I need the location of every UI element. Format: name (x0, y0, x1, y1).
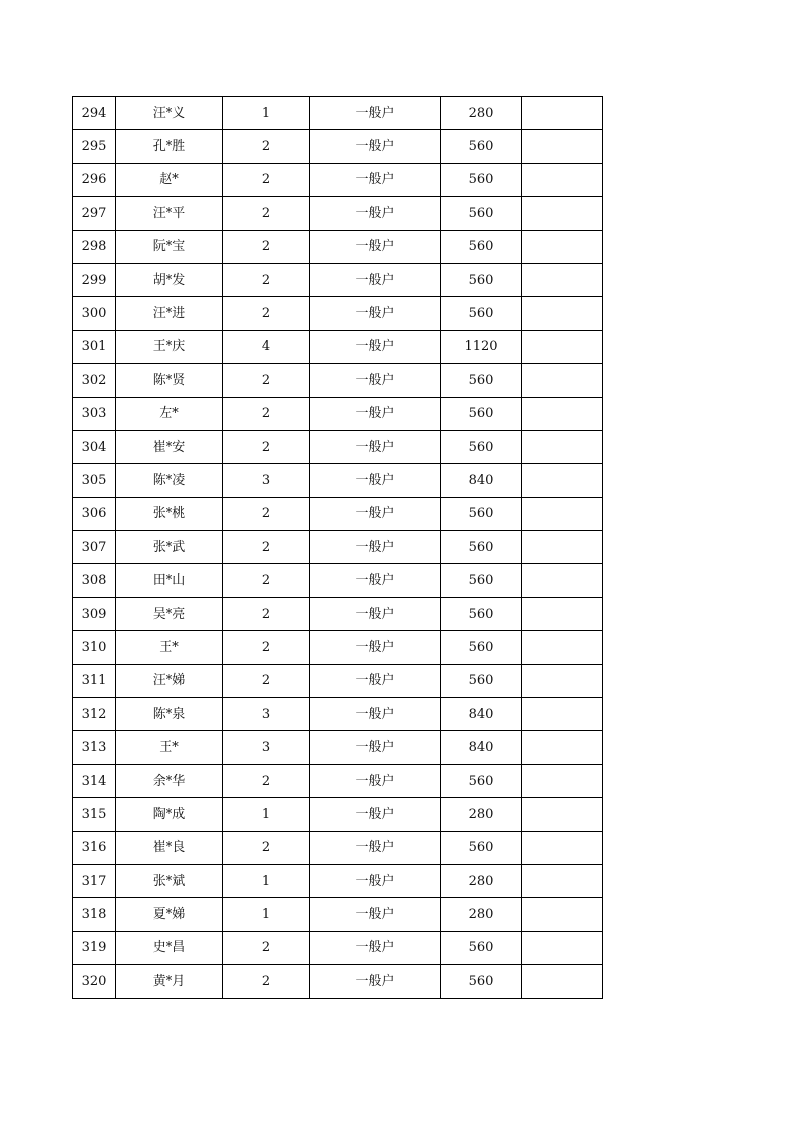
member-count-cell: 2 (223, 764, 310, 797)
member-count-cell: 1 (223, 864, 310, 897)
row-number-cell: 306 (73, 497, 116, 530)
roster-table (72, 96, 603, 999)
amount-cell: 560 (441, 263, 522, 296)
note-cell (522, 965, 603, 998)
amount-cell: 560 (441, 764, 522, 797)
member-count-cell: 2 (223, 597, 310, 630)
name-cell: 阮*宝 (116, 230, 223, 263)
name-cell: 孔*胜 (116, 130, 223, 163)
amount-cell: 280 (441, 798, 522, 831)
name-cell: 陈*贤 (116, 364, 223, 397)
amount-cell: 280 (441, 97, 522, 130)
name-cell: 赵* (116, 163, 223, 196)
member-count-cell: 2 (223, 497, 310, 530)
table-row (73, 330, 603, 363)
note-cell (522, 364, 603, 397)
table-row (73, 864, 603, 897)
roster-body (73, 97, 603, 999)
note-cell (522, 698, 603, 731)
household-type-cell: 一般户 (310, 731, 441, 764)
member-count-cell: 2 (223, 931, 310, 964)
name-cell: 余*华 (116, 764, 223, 797)
note-cell (522, 430, 603, 463)
household-type-cell: 一般户 (310, 631, 441, 664)
table-row (73, 531, 603, 564)
name-cell: 王* (116, 731, 223, 764)
name-cell: 汪*义 (116, 97, 223, 130)
note-cell (522, 230, 603, 263)
table-row (73, 430, 603, 463)
household-type-cell: 一般户 (310, 597, 441, 630)
row-number-cell: 298 (73, 230, 116, 263)
household-type-cell: 一般户 (310, 798, 441, 831)
table-row (73, 564, 603, 597)
note-cell (522, 163, 603, 196)
household-type-cell: 一般户 (310, 230, 441, 263)
member-count-cell: 3 (223, 464, 310, 497)
amount-cell: 560 (441, 531, 522, 564)
amount-cell: 560 (441, 397, 522, 430)
name-cell: 夏*娣 (116, 898, 223, 931)
amount-cell: 560 (441, 931, 522, 964)
row-number-cell: 305 (73, 464, 116, 497)
household-type-cell: 一般户 (310, 864, 441, 897)
note-cell (522, 864, 603, 897)
member-count-cell: 3 (223, 731, 310, 764)
row-number-cell: 302 (73, 364, 116, 397)
household-type-cell: 一般户 (310, 430, 441, 463)
name-cell: 张*桃 (116, 497, 223, 530)
name-cell: 崔*安 (116, 430, 223, 463)
name-cell: 陶*成 (116, 798, 223, 831)
note-cell (522, 330, 603, 363)
row-number-cell: 300 (73, 297, 116, 330)
table-row (73, 631, 603, 664)
member-count-cell: 1 (223, 898, 310, 931)
row-number-cell: 303 (73, 397, 116, 430)
note-cell (522, 764, 603, 797)
row-number-cell: 317 (73, 864, 116, 897)
household-type-cell: 一般户 (310, 497, 441, 530)
row-number-cell: 299 (73, 263, 116, 296)
note-cell (522, 597, 603, 630)
table-row (73, 698, 603, 731)
note-cell (522, 297, 603, 330)
note-cell (522, 564, 603, 597)
name-cell: 左* (116, 397, 223, 430)
table-row (73, 364, 603, 397)
note-cell (522, 197, 603, 230)
row-number-cell: 313 (73, 731, 116, 764)
member-count-cell: 2 (223, 397, 310, 430)
member-count-cell: 2 (223, 263, 310, 296)
member-count-cell: 1 (223, 798, 310, 831)
table-row (73, 464, 603, 497)
amount-cell: 560 (441, 497, 522, 530)
row-number-cell: 318 (73, 898, 116, 931)
name-cell: 史*昌 (116, 931, 223, 964)
name-cell: 王*庆 (116, 330, 223, 363)
amount-cell: 560 (441, 364, 522, 397)
member-count-cell: 2 (223, 831, 310, 864)
amount-cell: 560 (441, 965, 522, 998)
note-cell (522, 397, 603, 430)
table-row (73, 731, 603, 764)
name-cell: 张*武 (116, 531, 223, 564)
amount-cell: 560 (441, 564, 522, 597)
name-cell: 崔*良 (116, 831, 223, 864)
amount-cell: 560 (441, 664, 522, 697)
table-row (73, 230, 603, 263)
row-number-cell: 304 (73, 430, 116, 463)
household-type-cell: 一般户 (310, 764, 441, 797)
row-number-cell: 315 (73, 798, 116, 831)
amount-cell: 560 (441, 430, 522, 463)
amount-cell: 560 (441, 597, 522, 630)
member-count-cell: 2 (223, 163, 310, 196)
member-count-cell: 2 (223, 364, 310, 397)
note-cell (522, 531, 603, 564)
name-cell: 汪*进 (116, 297, 223, 330)
household-type-cell: 一般户 (310, 664, 441, 697)
amount-cell: 840 (441, 464, 522, 497)
note-cell (522, 731, 603, 764)
amount-cell: 560 (441, 130, 522, 163)
household-type-cell: 一般户 (310, 263, 441, 296)
member-count-cell: 2 (223, 664, 310, 697)
household-type-cell: 一般户 (310, 397, 441, 430)
table-row (73, 664, 603, 697)
table-row (73, 263, 603, 296)
name-cell: 田*山 (116, 564, 223, 597)
note-cell (522, 97, 603, 130)
household-type-cell: 一般户 (310, 931, 441, 964)
row-number-cell: 311 (73, 664, 116, 697)
note-cell (522, 464, 603, 497)
member-count-cell: 3 (223, 698, 310, 731)
household-type-cell: 一般户 (310, 698, 441, 731)
table-row (73, 965, 603, 998)
row-number-cell: 309 (73, 597, 116, 630)
row-number-cell: 307 (73, 531, 116, 564)
name-cell: 汪*平 (116, 197, 223, 230)
member-count-cell: 2 (223, 297, 310, 330)
note-cell (522, 931, 603, 964)
member-count-cell: 4 (223, 330, 310, 363)
row-number-cell: 295 (73, 130, 116, 163)
row-number-cell: 297 (73, 197, 116, 230)
table-row (73, 197, 603, 230)
member-count-cell: 2 (223, 965, 310, 998)
member-count-cell: 2 (223, 197, 310, 230)
row-number-cell: 308 (73, 564, 116, 597)
household-type-cell: 一般户 (310, 464, 441, 497)
name-cell: 汪*娣 (116, 664, 223, 697)
name-cell: 黄*月 (116, 965, 223, 998)
member-count-cell: 2 (223, 430, 310, 463)
household-type-cell: 一般户 (310, 965, 441, 998)
amount-cell: 560 (441, 163, 522, 196)
note-cell (522, 497, 603, 530)
household-type-cell: 一般户 (310, 197, 441, 230)
name-cell: 王* (116, 631, 223, 664)
amount-cell: 560 (441, 831, 522, 864)
note-cell (522, 130, 603, 163)
household-type-cell: 一般户 (310, 531, 441, 564)
row-number-cell: 294 (73, 97, 116, 130)
table-row (73, 497, 603, 530)
row-number-cell: 319 (73, 931, 116, 964)
note-cell (522, 631, 603, 664)
household-type-cell: 一般户 (310, 831, 441, 864)
name-cell: 吴*亮 (116, 597, 223, 630)
amount-cell: 560 (441, 297, 522, 330)
household-type-cell: 一般户 (310, 297, 441, 330)
amount-cell: 840 (441, 698, 522, 731)
household-type-cell: 一般户 (310, 564, 441, 597)
row-number-cell: 316 (73, 831, 116, 864)
amount-cell: 280 (441, 864, 522, 897)
household-type-cell: 一般户 (310, 97, 441, 130)
member-count-cell: 1 (223, 97, 310, 130)
table-row (73, 931, 603, 964)
table-row (73, 297, 603, 330)
table-row (73, 798, 603, 831)
amount-cell: 840 (441, 731, 522, 764)
note-cell (522, 831, 603, 864)
table-row (73, 764, 603, 797)
member-count-cell: 2 (223, 631, 310, 664)
row-number-cell: 296 (73, 163, 116, 196)
table-row (73, 898, 603, 931)
note-cell (522, 898, 603, 931)
table-row (73, 597, 603, 630)
row-number-cell: 310 (73, 631, 116, 664)
amount-cell: 1120 (441, 330, 522, 363)
name-cell: 胡*发 (116, 263, 223, 296)
note-cell (522, 263, 603, 296)
amount-cell: 560 (441, 631, 522, 664)
table-row (73, 97, 603, 130)
household-type-cell: 一般户 (310, 898, 441, 931)
name-cell: 陈*凌 (116, 464, 223, 497)
household-type-cell: 一般户 (310, 364, 441, 397)
name-cell: 张*斌 (116, 864, 223, 897)
row-number-cell: 314 (73, 764, 116, 797)
amount-cell: 280 (441, 898, 522, 931)
household-type-cell: 一般户 (310, 330, 441, 363)
member-count-cell: 2 (223, 531, 310, 564)
row-number-cell: 312 (73, 698, 116, 731)
table-row (73, 831, 603, 864)
note-cell (522, 798, 603, 831)
table-row (73, 397, 603, 430)
household-type-cell: 一般户 (310, 163, 441, 196)
household-type-cell: 一般户 (310, 130, 441, 163)
note-cell (522, 664, 603, 697)
member-count-cell: 2 (223, 230, 310, 263)
amount-cell: 560 (441, 230, 522, 263)
name-cell: 陈*泉 (116, 698, 223, 731)
amount-cell: 560 (441, 197, 522, 230)
row-number-cell: 301 (73, 330, 116, 363)
table-row (73, 130, 603, 163)
member-count-cell: 2 (223, 130, 310, 163)
row-number-cell: 320 (73, 965, 116, 998)
table-row (73, 163, 603, 196)
member-count-cell: 2 (223, 564, 310, 597)
